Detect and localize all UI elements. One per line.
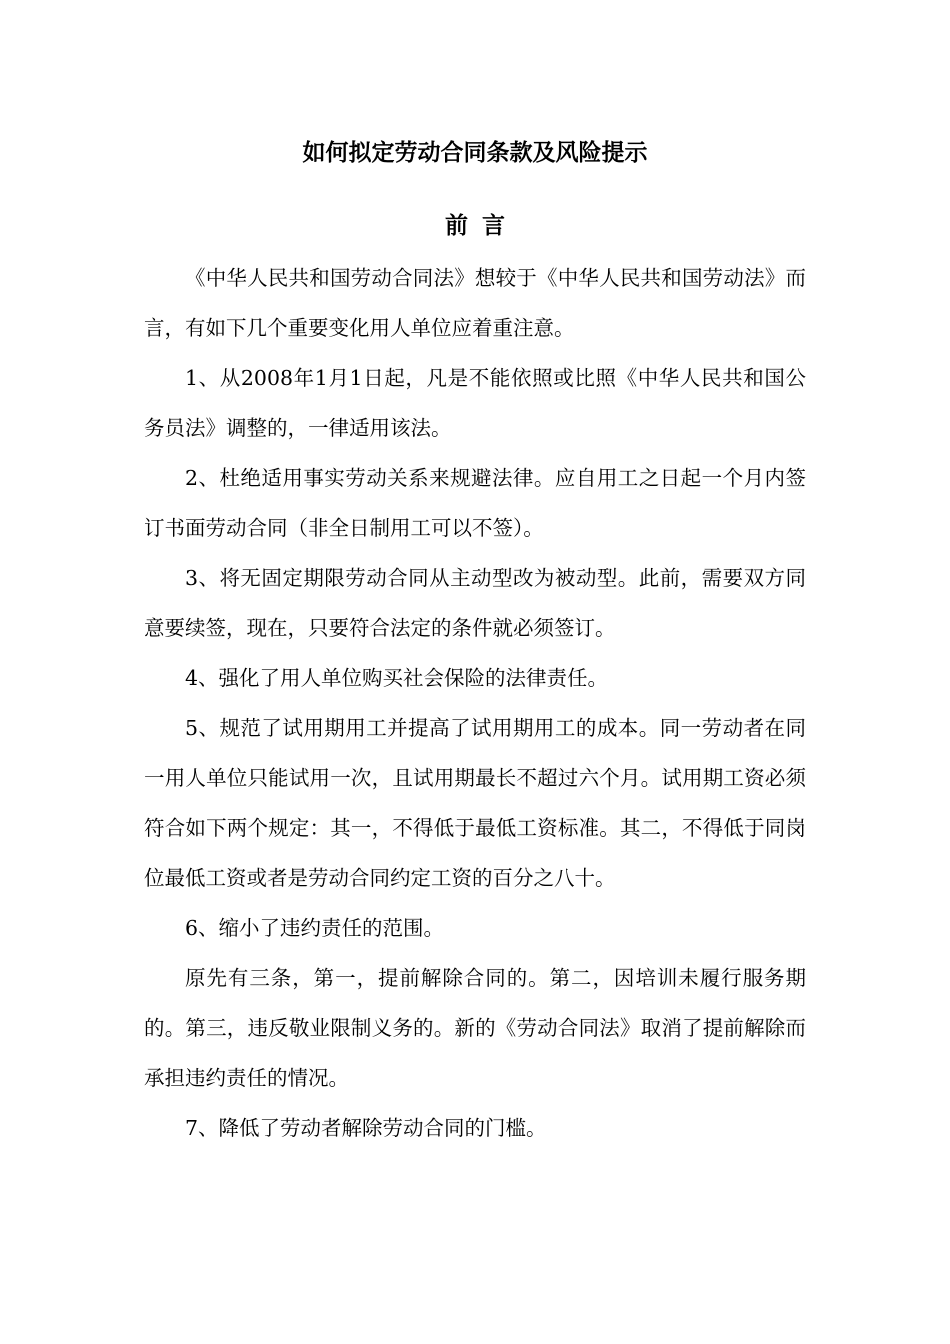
paragraph-item-7: 7、降低了劳动者解除劳动合同的门槛。 bbox=[185, 1116, 547, 1140]
paragraph-intro: 《中华人民共和国劳动合同法》想较于《中华人民共和国劳动法》而言，有如下几个重要变化用人单位应着重注意。 bbox=[144, 266, 806, 340]
paragraph-item-2: 2、杜绝适用事实劳动关系来规避法律。应自用工之日起一个月内签订书面劳动合同（非全日制用工可以不签）。 bbox=[144, 466, 806, 540]
paragraph-item-3: 3、将无固定期限劳动合同从主动型改为被动型。此前，需要双方同意要续签，现在，只要符合法定的条件就必须签订。 bbox=[144, 566, 806, 640]
document-body bbox=[144, 253, 806, 1153]
paragraph-item-1: 1、从2008年1月1日起，凡是不能依照或比照《中华人民共和国公务员法》调整的，一律适用该法。 bbox=[144, 366, 806, 440]
document-title: 如何拟定劳动合同条款及风险提示 bbox=[302, 140, 648, 166]
paragraph-item-6-detail: 原先有三条，第一，提前解除合同的。第二，因培训未履行服务期的。第三，违反敬业限制义务的。新的《劳动合同法》取消了提前解除而承担违约责任的情况。 bbox=[144, 966, 806, 1090]
paragraph-item-6: 6、缩小了违约责任的范围。 bbox=[185, 916, 445, 940]
section-heading-preface: 前言 bbox=[445, 213, 519, 239]
paragraph-item-4: 4、强化了用人单位购买社会保险的法律责任。 bbox=[185, 666, 609, 690]
paragraph-item-5: 5、规范了试用期用工并提高了试用期用工的成本。同一劳动者在同一用人单位只能试用一次，且试用期最长不超过六个月。试用期工资必须符合如下两个规定：其一，不得低于最低工资标准。其二，不得低于同岗位最低工资或者是劳动合同约定工资的百分之八十。 bbox=[144, 716, 806, 890]
